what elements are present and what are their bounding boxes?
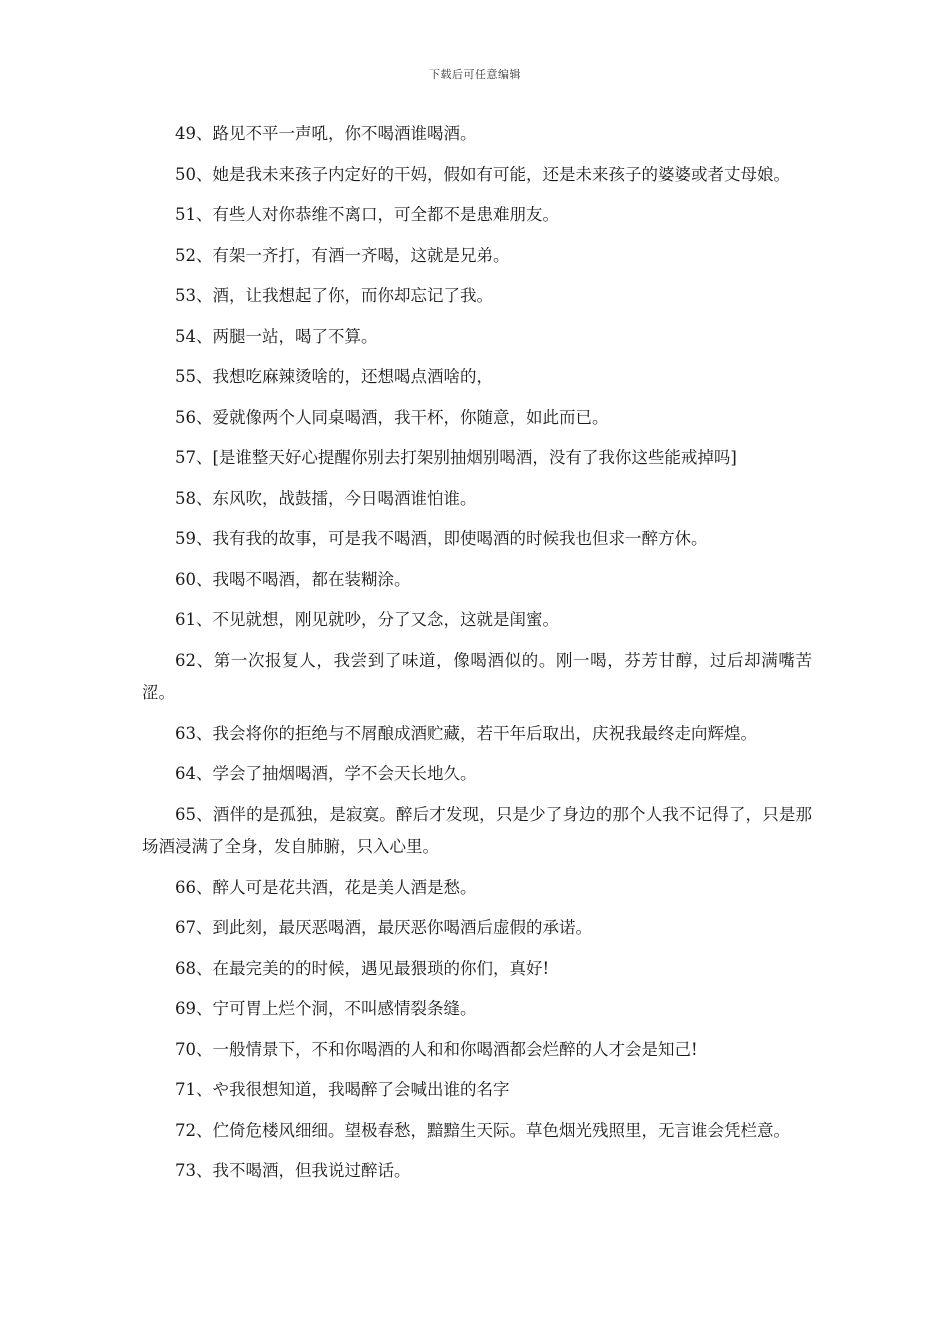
paragraph-70: 70、一般情景下，不和你喝酒的人和和你喝酒都会烂醉的人才会是知己! (175, 1039, 698, 1059)
paragraph-49: 49、路见不平一声吼，你不喝酒谁喝酒。 (175, 124, 477, 143)
paragraph-68: 68、在最完美的的时候，遇见最猥琐的你们，真好! (175, 958, 550, 978)
paragraph-67: 67、到此刻，最厌恶喝酒，最厌恶你喝酒后虚假的承诺。 (175, 918, 592, 937)
paragraph-51: 51、有些人对你恭维不离口，可全都不是患难朋友。 (175, 205, 559, 224)
paragraph-62: 62、第一次报复人，我尝到了味道，像喝酒似的。刚一喝，芬芳甘醇，过后却满嘴苦涩。 (142, 650, 812, 702)
paragraph-63: 63、我会将你的拒绝与不屑酿成酒贮藏，若干年后取出，庆祝我最终走向辉煌。 (175, 723, 757, 743)
document-body (142, 118, 812, 1196)
page-header: 下载后可任意编辑 (429, 68, 521, 81)
paragraph-66: 66、醉人可是花共酒，花是美人酒是愁。 (175, 877, 477, 897)
paragraph-65: 65、酒伴的是孤独，是寂寞。醉后才发现，只是少了身边的那个人我不记得了，只是那场酒浸满了全身，发自肺腑，只入心里。 (142, 804, 812, 856)
paragraph-53: 53、酒，让我想起了你，而你却忘记了我。 (175, 286, 493, 305)
paragraph-56: 56、爱就像两个人同桌喝酒，我干杯，你随意，如此而已。 (175, 407, 609, 427)
paragraph-60: 60、我喝不喝酒，都在装糊涂。 (175, 569, 411, 589)
paragraph-71: 71、や我很想知道，我喝醉了会喊出谁的名字 (175, 1080, 510, 1099)
paragraph-64: 64、学会了抽烟喝酒，学不会天长地久。 (175, 764, 477, 783)
paragraph-50: 50、她是我未来孩子内定好的干妈，假如有可能，还是未来孩子的婆婆或者丈母娘。 (175, 164, 790, 184)
paragraph-73: 73、我不喝酒，但我说过醉话。 (175, 1161, 411, 1180)
paragraph-61: 61、不见就想，刚见就吵，分了又念，这就是闺蜜。 (175, 610, 559, 629)
paragraph-58: 58、东风吹，战鼓擂，今日喝酒谁怕谁。 (175, 488, 477, 508)
paragraph-57: 57、[是谁整天好心提醒你别去打架别抽烟别喝酒，没有了我你这些能戒掉吗] (175, 448, 737, 467)
paragraph-52: 52、有架一齐打，有酒一齐喝，这就是兄弟。 (175, 245, 510, 265)
paragraph-55: 55、我想吃麻辣烫啥的，还想喝点酒啥的， (175, 367, 493, 386)
paragraph-72: 72、伫倚危楼风细细。望极春愁，黯黯生天际。草色烟光残照里，无言谁会凭栏意。 (175, 1120, 790, 1140)
paragraph-54: 54、两腿一站，喝了不算。 (175, 326, 378, 346)
paragraph-69: 69、宁可胃上烂个洞，不叫感情裂条缝。 (175, 999, 477, 1018)
paragraph-59: 59、我有我的故事，可是我不喝酒，即使喝酒的时候我也但求一醉方休。 (175, 529, 708, 548)
